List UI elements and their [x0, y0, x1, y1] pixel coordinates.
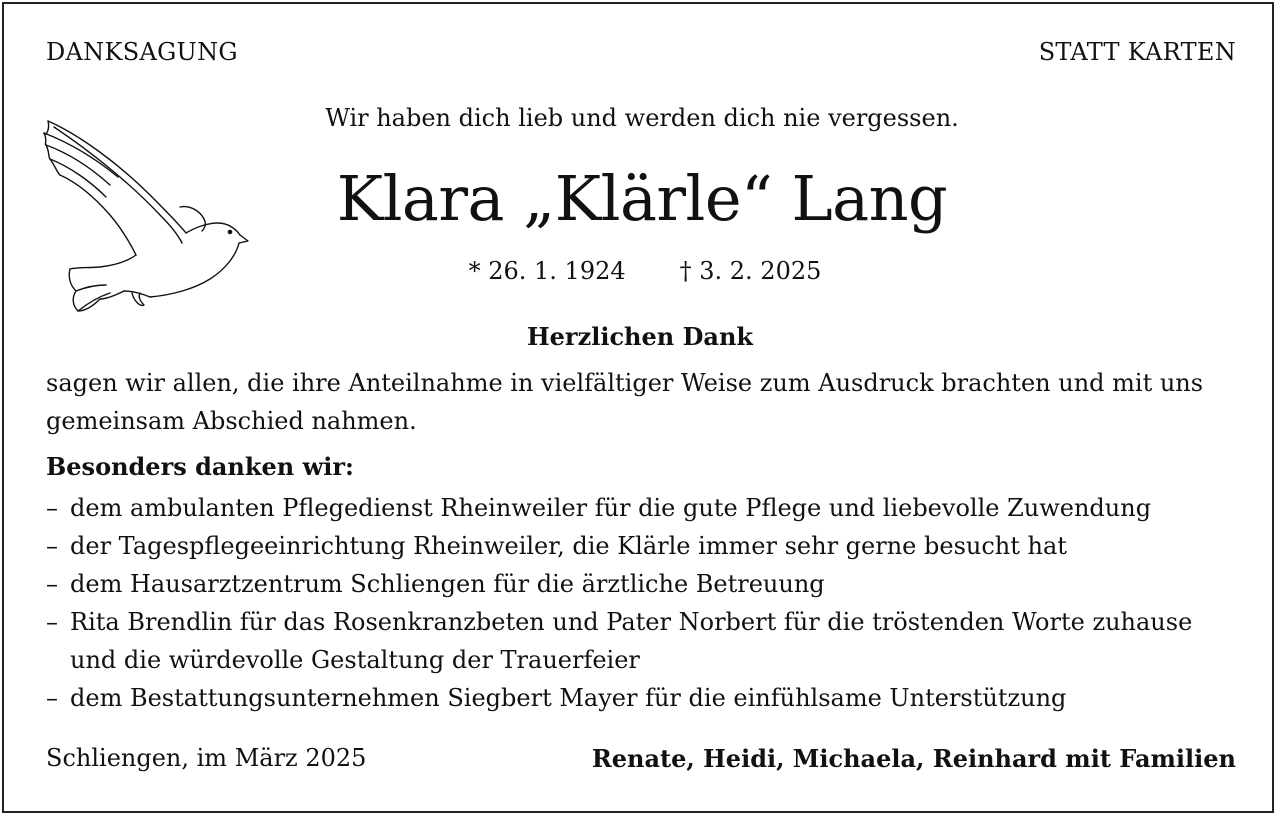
list-item — [46, 489, 1246, 527]
life-dates — [0, 257, 1280, 285]
notice-type-label: DANKSAGUNG — [46, 38, 238, 66]
statt-karten-label: STATT KARTEN — [1038, 38, 1236, 66]
family-signature: Renate, Heidi, Michaela, Reinhard mit Familien — [591, 744, 1236, 773]
list-dash: – — [46, 494, 58, 522]
list-dash: – — [46, 684, 58, 712]
list-dash: – — [46, 532, 58, 560]
list-item-text: Rita Brendlin für das Rosenkranzbeten und Pater Norbert für die tröstenden Worte zuhause und die würdevolle Gestaltung der Trauerfeier — [70, 608, 1193, 674]
special-thanks-heading: Besonders danken wir: — [46, 452, 354, 481]
place-date: Schliengen, im März 2025 — [46, 744, 367, 772]
death-date: † 3. 2. 2025 — [679, 257, 822, 285]
thanks-text: sagen wir allen, die ihre Anteilnahme in vielfältiger Weise zum Ausdruck brachten und mit uns gemeinsam Abschied nahmen. — [46, 369, 1204, 435]
list-item-text: dem ambulanten Pflegedienst Rheinweiler für die gute Pflege und liebevolle Zuwendung — [70, 494, 1152, 522]
motto-line: Wir haben dich lieb und werden dich nie vergessen. — [325, 104, 959, 132]
list-item — [46, 679, 1246, 717]
birth-date: * 26. 1. 1924 — [468, 257, 626, 285]
list-item — [46, 565, 1246, 603]
thanks-heading: Herzlichen Dank — [526, 322, 754, 351]
list-item-text: der Tagespflegeeinrichtung Rheinweiler, die Klärle immer sehr gerne besucht hat — [70, 532, 1067, 560]
deceased-name: Klara „Klärle“ Lang — [336, 162, 948, 235]
special-thanks-list — [46, 489, 1246, 717]
list-item — [46, 527, 1246, 565]
list-dash: – — [46, 608, 58, 636]
list-item-text: dem Bestattungsunternehmen Siegbert Mayer für die einfühlsame Unterstützung — [70, 684, 1067, 712]
list-dash: – — [46, 570, 58, 598]
list-item — [46, 603, 1246, 679]
list-item-text: dem Hausarztzentrum Schliengen für die ärztliche Betreuung — [70, 570, 825, 598]
